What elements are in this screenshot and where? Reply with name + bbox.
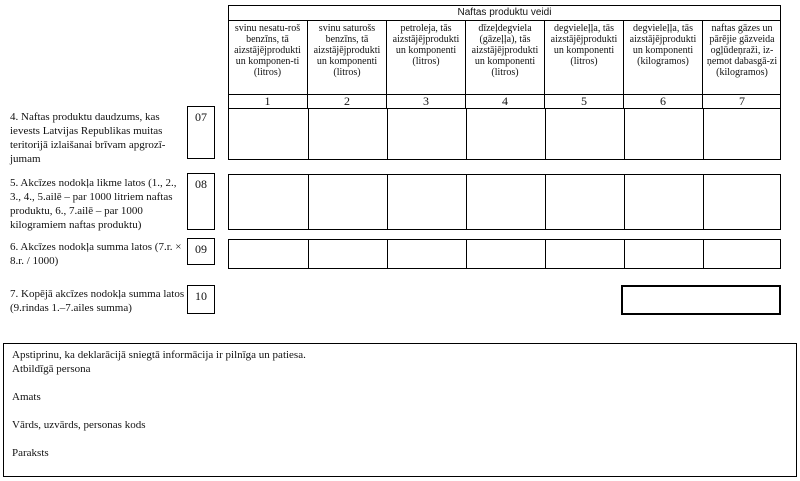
input-cell-col-2[interactable] <box>308 240 387 268</box>
row-code-09: 09 <box>187 238 215 265</box>
input-cell-col-6[interactable] <box>624 240 703 268</box>
input-cell-col-5[interactable] <box>545 240 624 268</box>
row-label-07: 4. Naftas produktu daudzums, kas ievests Latvijas Republikas muitas teritorijā izlaišanai brīvam apgrozī-jumam <box>10 111 166 165</box>
input-cell-col-2[interactable] <box>308 175 387 229</box>
confirmation-block <box>3 343 797 477</box>
input-cell-col-5[interactable] <box>545 109 624 159</box>
input-cell-col-2[interactable] <box>308 109 387 159</box>
row-cells-07 <box>228 108 781 160</box>
input-cell-col-6[interactable] <box>624 109 703 159</box>
input-cell-col-4[interactable] <box>466 240 545 268</box>
confirmation-statement: Apstiprinu, ka deklarācijā sniegtā informācija ir pilnīga un patiesa. <box>12 349 306 361</box>
position-label: Amats <box>12 391 41 403</box>
responsible-person-label: Atbildīgā persona <box>12 363 91 375</box>
signature-label: Paraksts <box>12 447 49 459</box>
column-header-5: degvieleļļa, tās aizstājējprodukti un komponenti (litros) <box>544 20 623 94</box>
total-sum-field[interactable] <box>621 285 781 315</box>
column-number-1: 1 <box>228 94 307 109</box>
column-number-4: 4 <box>465 94 544 109</box>
row-label-09: 6. Akcīzes nodokļa summa latos (7.r. × 8.r. / 1000) <box>10 241 182 267</box>
row-label-08: 5. Akcīzes nodokļa likme latos (1., 2., 3., 4., 5.ailē – par 1000 litriem naftas produktu, 6., 7.ailē – par 1000 kilogramiem naftas produktu) <box>10 177 177 231</box>
input-cell-col-7[interactable] <box>703 240 780 268</box>
column-number-3: 3 <box>386 94 465 109</box>
row-cells-09 <box>228 239 781 269</box>
row-code-10: 10 <box>187 285 215 314</box>
column-header-4: dīzeļdegviela (gāzeļļa), tās aizstājējprodukti un komponenti (litros) <box>465 20 544 94</box>
input-cell-col-1[interactable] <box>229 240 308 268</box>
name-code-label: Vārds, uzvārds, personas kods <box>12 419 146 431</box>
column-header-7: naftas gāzes un pārējie gāzveida ogļūdeņraži, iz-ņemot dabasgā-zi (kilogramos) <box>702 20 781 94</box>
column-header-6: degvieleļļa, tās aizstājējprodukti un komponenti (kilogramos) <box>623 20 702 94</box>
row-code-07: 07 <box>187 106 215 159</box>
column-header-3: petroleja, tās aizstājējprodukti un komponenti (litros) <box>386 20 465 94</box>
input-cell-col-4[interactable] <box>466 109 545 159</box>
input-cell-col-4[interactable] <box>466 175 545 229</box>
input-cell-col-5[interactable] <box>545 175 624 229</box>
product-types-title: Naftas produktu veidi <box>229 6 780 21</box>
input-cell-col-1[interactable] <box>229 175 308 229</box>
input-cell-col-7[interactable] <box>703 109 780 159</box>
input-cell-col-1[interactable] <box>229 109 308 159</box>
row-code-08: 08 <box>187 173 215 230</box>
input-cell-col-3[interactable] <box>387 240 466 268</box>
input-cell-col-3[interactable] <box>387 109 466 159</box>
column-number-5: 5 <box>544 94 623 109</box>
column-number-7: 7 <box>702 94 781 109</box>
input-cell-col-7[interactable] <box>703 175 780 229</box>
row-label-10: 7. Kopējā akcīzes nodokļa summa latos (9.rindas 1.–7.ailes summa) <box>10 288 185 314</box>
column-header-2: svinu saturošs benzīns, tā aizstājējprodukti un komponenti (litros) <box>307 20 386 94</box>
column-number-2: 2 <box>307 94 386 109</box>
column-header-1: svinu nesatu-roš benzīns, tā aizstājējprodukti un komponen-ti (litros) <box>234 23 301 78</box>
input-cell-col-3[interactable] <box>387 175 466 229</box>
input-cell-col-6[interactable] <box>624 175 703 229</box>
column-number-6: 6 <box>623 94 702 109</box>
row-cells-08 <box>228 174 781 230</box>
